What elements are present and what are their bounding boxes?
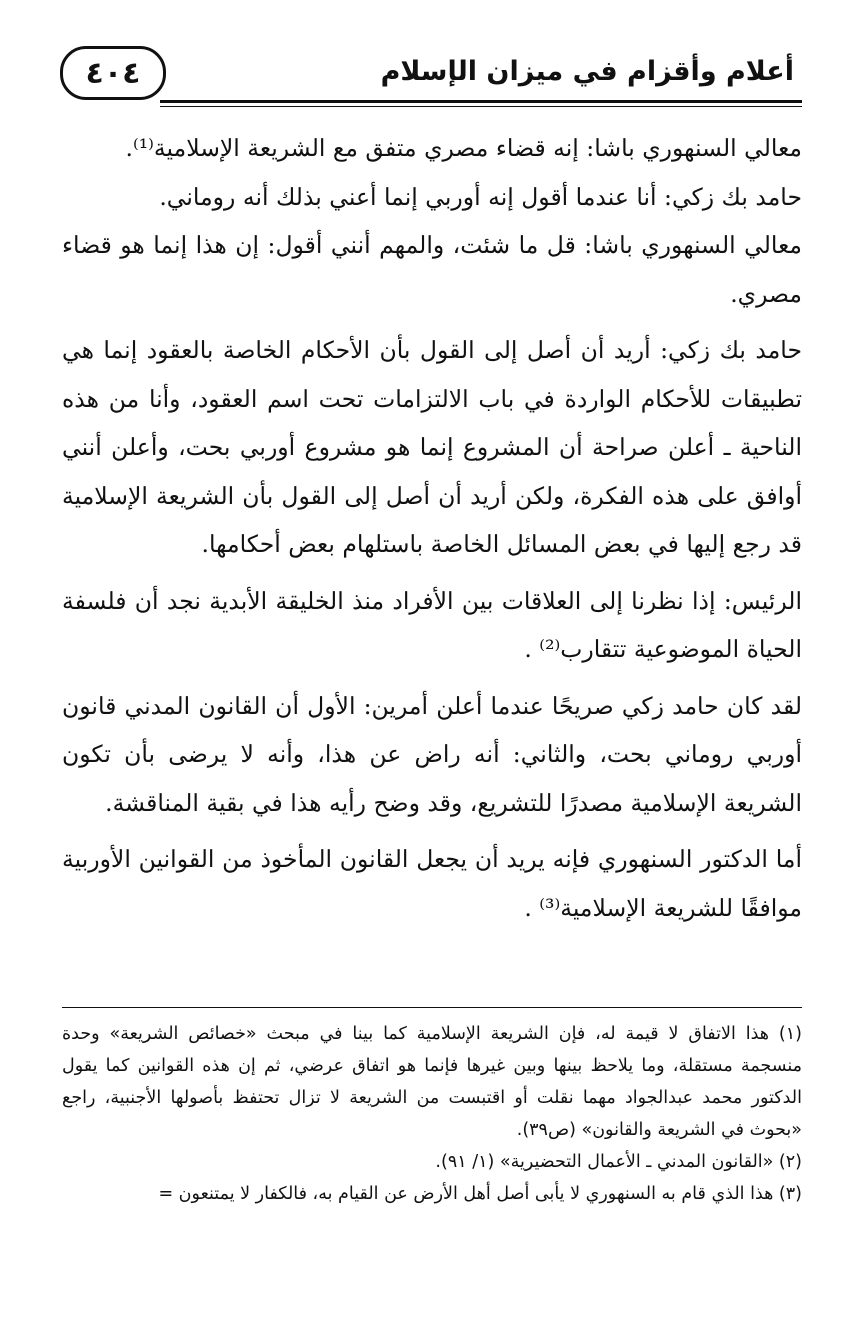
footnote-separator [62, 1007, 802, 1008]
footnote: (٣) هذا الذي قام به السنهوري لا يأبى أصل أهل الأرض عن القيام به، فالكفار لا يمتنعون = [158, 1184, 802, 1204]
footnotes [62, 1018, 802, 1210]
page-number: ٤٠٤ [60, 46, 166, 100]
paragraph: أما الدكتور السنهوري فإنه يريد أن يجعل القانون المأخوذ من القوانين الأوربية موافقًا للشريعة الإسلامية⁽³⁾ . [62, 845, 802, 922]
footnote: (١) هذا الاتفاق لا قيمة له، فإن الشريعة الإسلامية كما بينا في مبحث «خصائص الشريعة» وحدة منسجمة مستقلة، وما يلاحظ بينها وبين غيرها فإنما هو اتفاق عرضي، ثم إن هذه القوانين كما يقول الدكتور محمد عبدالجواد مهما نقلت أو اقتبست من الشريعة لا تزال تحتفظ بأصولها الأجنبية، راجع «بحوث في الشريعة والقانون» (ص٣٩). [62, 1024, 802, 1140]
paragraph: حامد بك زكي: أريد أن أصل إلى القول بأن الأحكام الخاصة بالعقود إنما هي تطبيقات للأحكام الواردة في باب الالتزامات تحت اسم العقود، وأنا من هذه الناحية ـ أعلن صراحة أن المشروع إنما هو مشروع أوربي بحت، وأعلن أنني أوافق على هذه الفكرة، ولكن أريد أن أصل إلى القول بأن الشريعة الإسلامية قد رجع إليها في بعض المسائل الخاصة باستلهام بعض أحكامها. [62, 336, 802, 558]
running-title: أعلام وأقزام في ميزان الإسلام [380, 56, 794, 87]
header-rule-thin [160, 106, 802, 107]
paragraph: معالي السنهوري باشا: إنه قضاء مصري متفق مع الشريعة الإسلامية⁽¹⁾. [125, 134, 802, 162]
header-rule [160, 100, 802, 103]
main-text [62, 124, 802, 932]
paragraph: حامد بك زكي: أنا عندما أقول إنه أوربي إنما أعني بذلك أنه روماني. [159, 182, 802, 211]
footnote: (٢) «القانون المدني ـ الأعمال التحضيرية» (١/ ٩١). [435, 1152, 802, 1172]
page-header [60, 44, 802, 114]
paragraph: معالي السنهوري باشا: قل ما شئت، والمهم أنني أقول: إن هذا إنما هو قضاء مصري. [62, 231, 802, 308]
paragraph: لقد كان حامد زكي صريحًا عندما أعلن أمرين: الأول أن القانون المدني قانون أوربي روماني بحت، والثاني: أنه راض عن هذا، وأنه لا يرضى بأن تكون الشريعة الإسلامية مصدرًا للتشريع، وقد وضح رأيه هذا في بقية المناقشة. [62, 691, 802, 817]
paragraph: الرئيس: إذا نظرنا إلى العلاقات بين الأفراد منذ الخليقة الأبدية نجد أن فلسفة الحياة الموضوعية تتقارب⁽²⁾ . [62, 586, 802, 663]
